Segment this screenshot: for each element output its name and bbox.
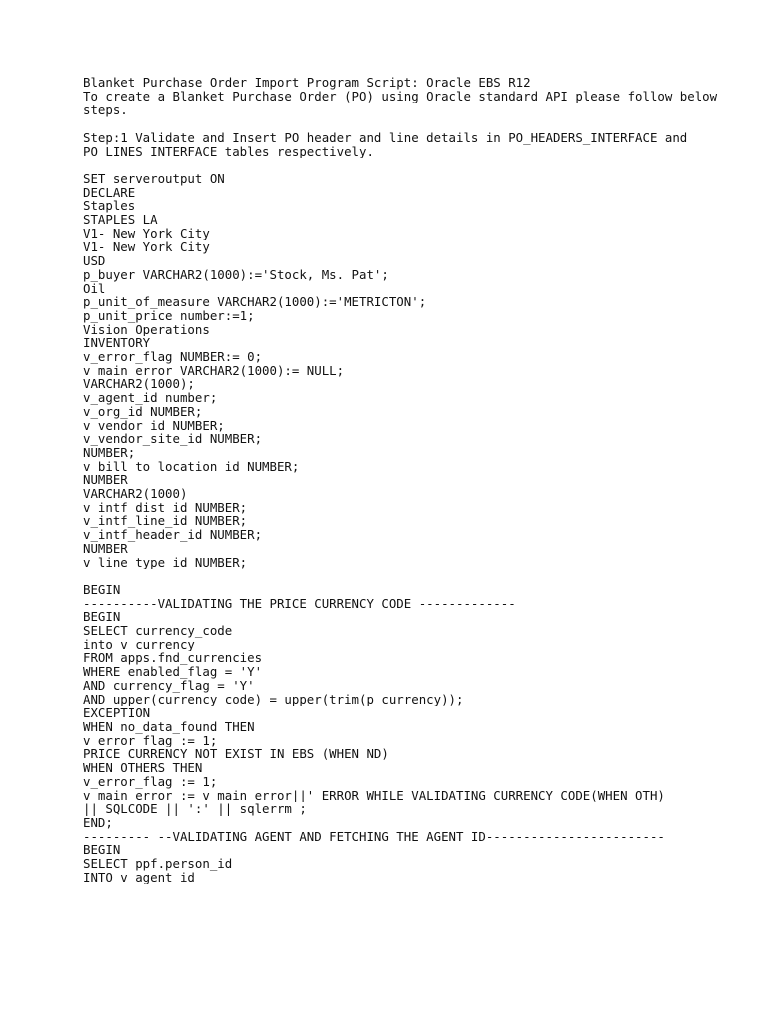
text-line: p_buyer VARCHAR2(1000):='Stock, Ms. Pat'; <box>83 267 389 282</box>
text-line: BEGIN <box>83 582 121 597</box>
text-line: Blanket Purchase Order Import Program Script: Oracle EBS R12 <box>83 76 531 90</box>
text-line: v_intf_line_id NUMBER; <box>83 514 248 529</box>
text-line: INVENTORY <box>83 336 151 351</box>
text-line: BEGIN <box>83 843 121 858</box>
text-line: WHERE enabled_flag = 'Y' <box>83 665 263 679</box>
text-line: FROM apps.fnd_currencies <box>83 651 263 666</box>
text-line: PRICE CURRENCY NOT EXIST IN EBS (WHEN ND) <box>83 747 389 762</box>
text-line: VARCHAR2(1000) <box>83 487 188 501</box>
text-line: VARCHAR2(1000); <box>83 377 195 392</box>
text-line: STAPLES LA <box>83 213 158 227</box>
blank-line <box>83 117 753 131</box>
text-line: v_error_flag := 1; <box>83 733 218 748</box>
text-line: To create a Blanket Purchase Order (PO) using Oracle standard API please follow below <box>83 89 718 104</box>
code-listing <box>83 76 753 884</box>
text-line: NUMBER <box>83 473 128 488</box>
text-line: NUMBER <box>83 541 128 556</box>
text-line: Vision Operations <box>83 322 210 337</box>
text-line: v_intf_dist_id NUMBER; <box>83 500 248 515</box>
text-line: Oil <box>83 281 106 296</box>
text-line: steps. <box>83 103 128 118</box>
text-line: SELECT currency_code <box>83 624 233 638</box>
text-line: WHEN no_data_found THEN <box>83 720 255 734</box>
text-line: ----------VALIDATING THE PRICE CURRENCY CODE ------------- <box>83 596 516 611</box>
text-line: v_vendor_id NUMBER; <box>83 418 225 433</box>
text-line: v_vendor_site_id NUMBER; <box>83 432 263 446</box>
text-line: INTO v_agent_id <box>83 870 195 885</box>
text-line: AND currency_flag = 'Y' <box>83 678 255 693</box>
text-line: v_intf_header_id NUMBER; <box>83 528 263 542</box>
text-line: USD <box>83 254 106 268</box>
text-line: v_error_flag := 1; <box>83 774 218 789</box>
text-line: p_unit_price number:=1; <box>83 308 255 323</box>
blank-line <box>83 158 753 172</box>
text-line: NUMBER; <box>83 445 136 460</box>
text-line: v_agent_id number; <box>83 391 218 405</box>
text-line: EXCEPTION <box>83 706 151 720</box>
text-line: SELECT ppf.person_id <box>83 857 233 871</box>
text-line: PO_LINES_INTERFACE tables respectively. <box>83 144 374 159</box>
text-line: --------- --VALIDATING AGENT AND FETCHING THE AGENT_ID------------------------ <box>83 829 665 844</box>
text-line: v_error_flag NUMBER:= 0; <box>83 350 263 364</box>
blank-line <box>83 569 753 583</box>
text-line: || SQLCODE || ':' || sqlerrm ; <box>83 802 307 816</box>
text-line: DECLARE <box>83 185 136 200</box>
text-line: END; <box>83 815 113 830</box>
text-line: Staples <box>83 199 136 213</box>
text-line: v_main_error VARCHAR2(1000):= NULL; <box>83 363 345 378</box>
text-line: V1- New York City <box>83 240 210 255</box>
text-line: v_org_id NUMBER; <box>83 404 203 419</box>
text-line: SET serveroutput ON <box>83 171 225 186</box>
text-line: v_bill_to_location_id NUMBER; <box>83 459 300 474</box>
text-line: V1- New York City <box>83 226 210 241</box>
text-line: WHEN OTHERS THEN <box>83 761 203 775</box>
text-line: into v_currency <box>83 637 195 652</box>
text-line: AND upper(currency_code) = upper(trim(p_currency)); <box>83 692 464 707</box>
text-line: BEGIN <box>83 610 121 625</box>
text-line: v_main_error := v_main_error||' ERROR WHILE VALIDATING CURRENCY CODE(WHEN OTH) <box>83 788 665 803</box>
text-line: Step:1 Validate and Insert PO header and line details in PO_HEADERS_INTERFACE and <box>83 130 688 145</box>
text-line: v_line_type_id NUMBER; <box>83 555 248 570</box>
text-line: p_unit_of_measure VARCHAR2(1000):='METRICTON'; <box>83 295 427 309</box>
